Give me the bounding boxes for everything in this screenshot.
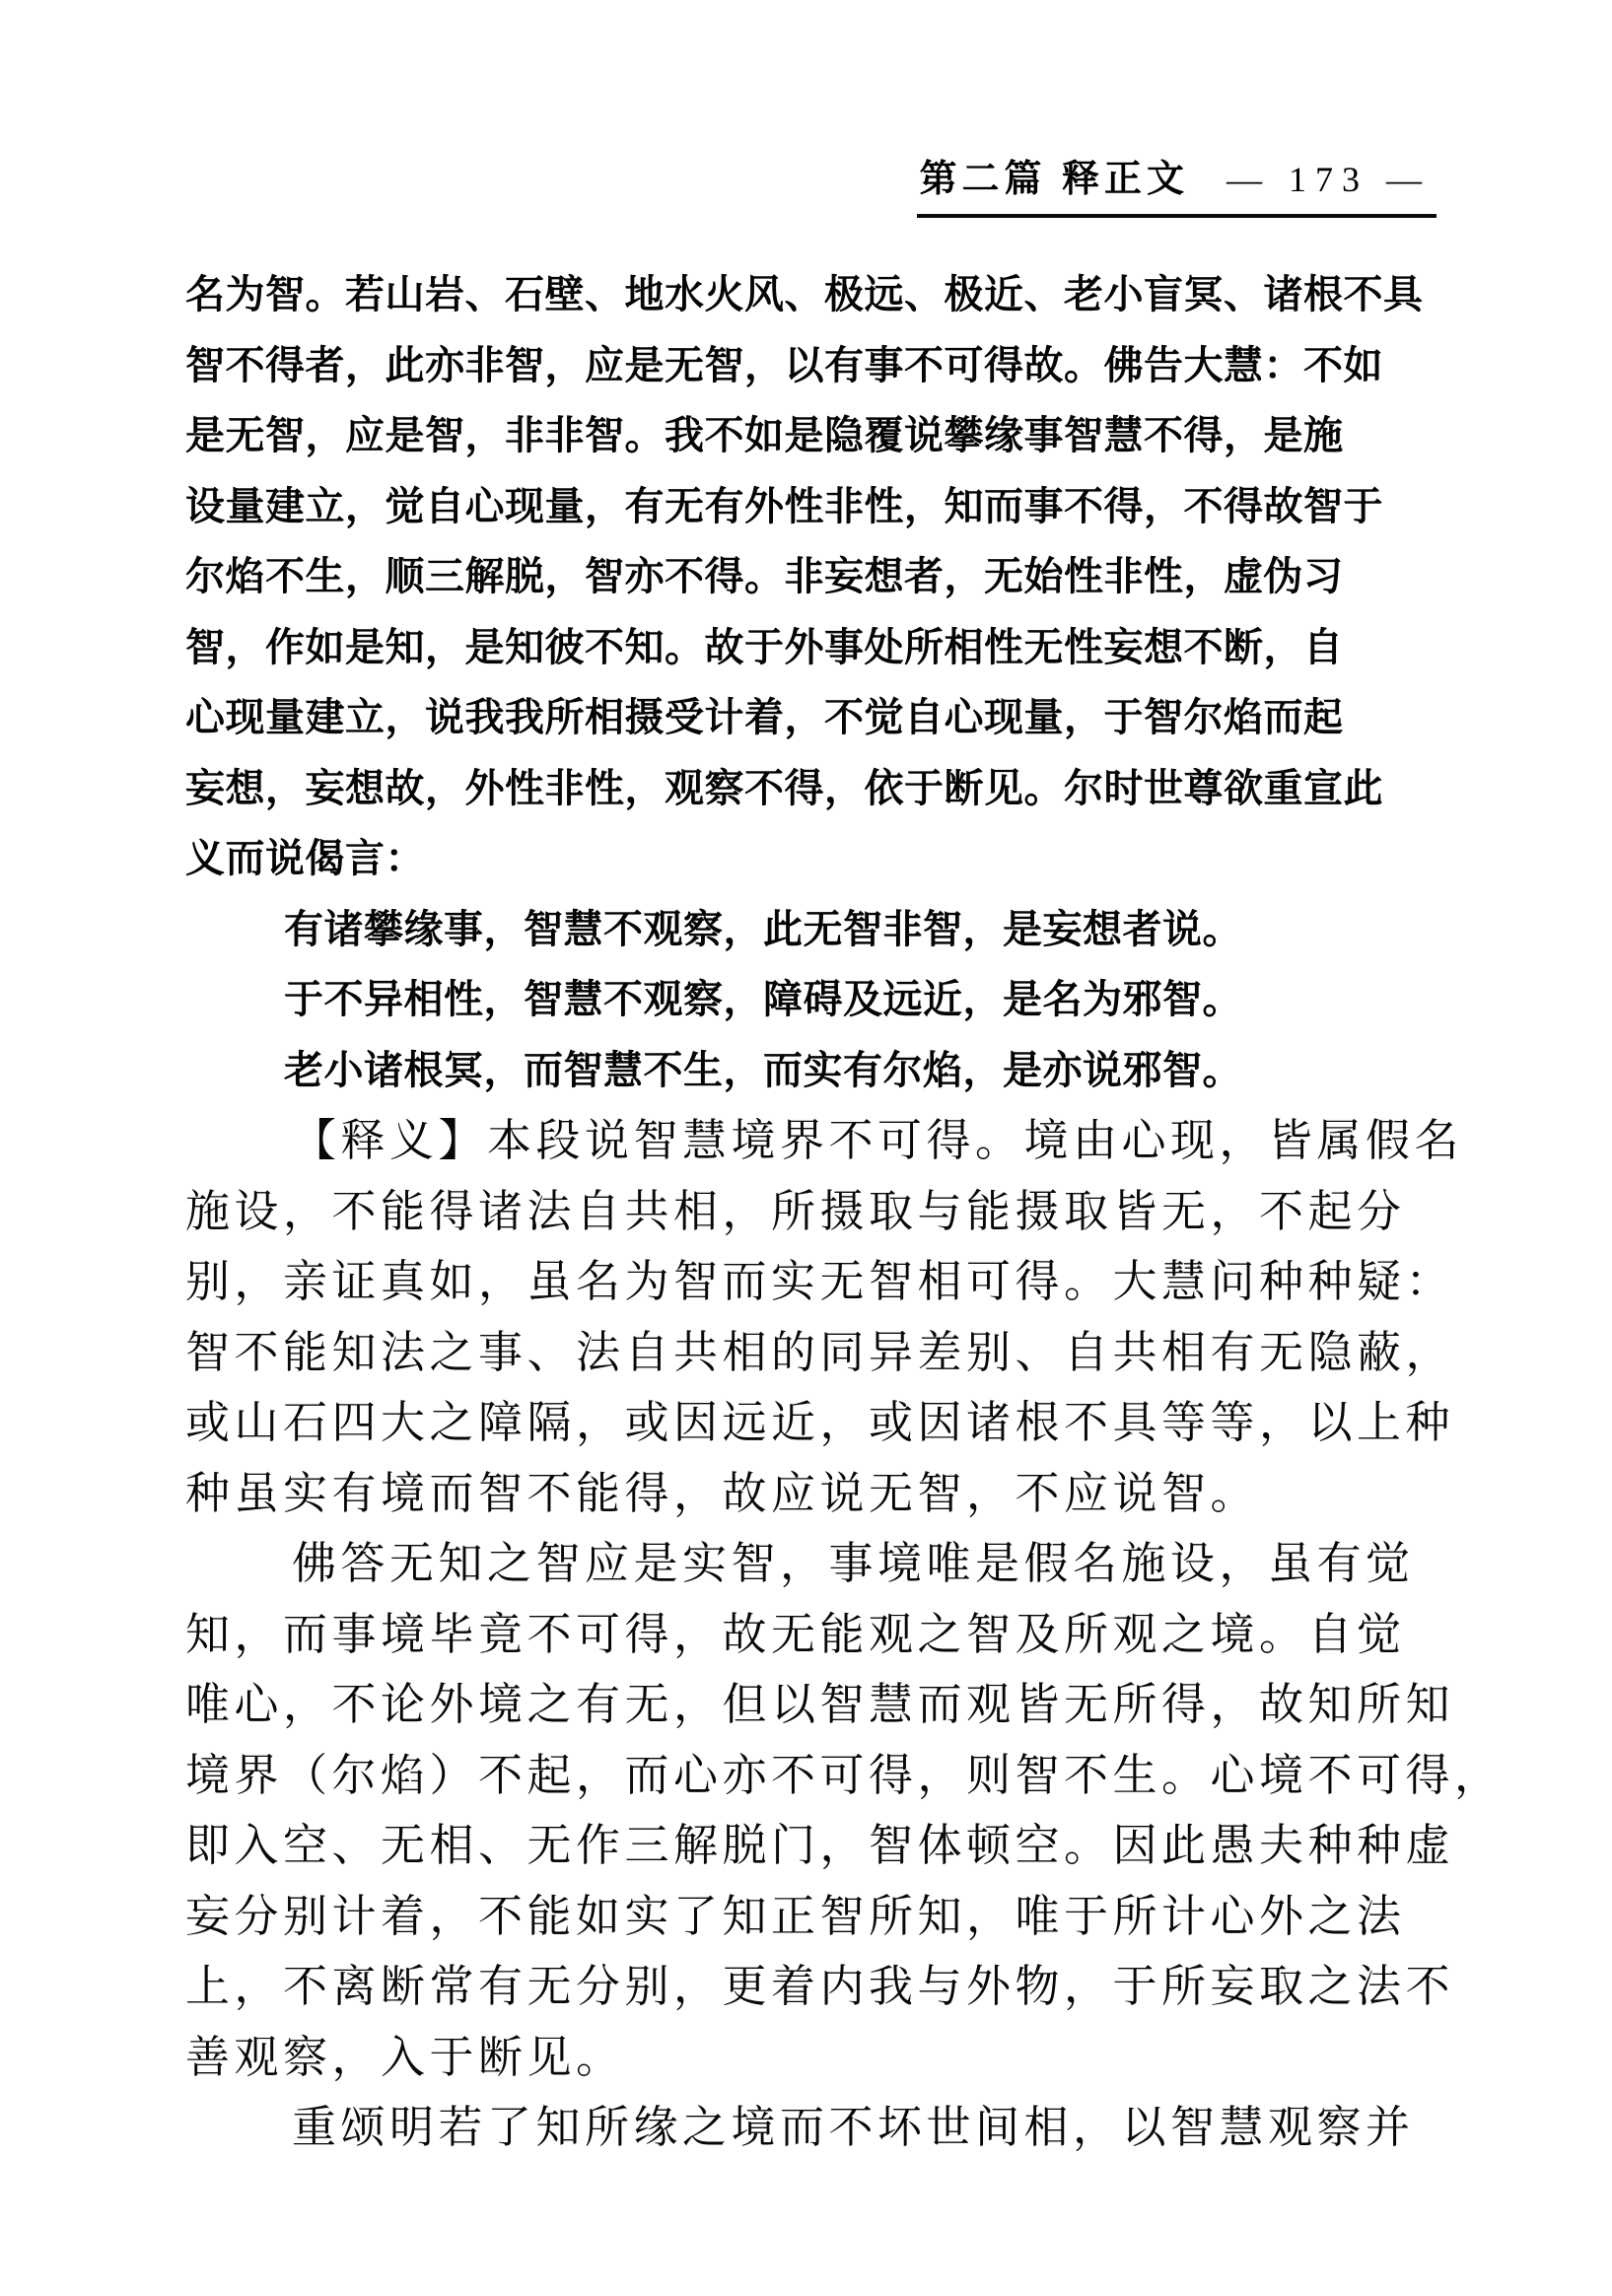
text-line: 施设，不能得诸法自共相，所摄取与能摄取皆无，不起分: [185, 1186, 1406, 1236]
text-body: [185, 260, 1504, 2164]
text-line: 即入空、无相、无作三解脱门，智体顿空。因此愚夫种种虚: [185, 1821, 1455, 1870]
text-line: 老小诸根冥，而智慧不生，而实有尔焰，是亦说邪智。: [284, 1048, 1242, 1092]
text-line: 种虽实有境而智不能得，故应说无智，不应说智。: [185, 1468, 1260, 1518]
commentary-paragraph-3: [185, 2093, 1447, 2164]
text-line: 善观察，入于断见。: [185, 2032, 625, 2082]
text-line: 上，不离断常有无分别，更着内我与外物，于所妄取之法不: [185, 1962, 1455, 2011]
text-line: 尔焰不生，顺三解脱，智亦不得。非妄想者，无始性非性，虚伪习: [185, 555, 1344, 598]
text-line: 于不异相性，智慧不观察，障碍及远近，是名为邪智。: [284, 978, 1242, 1021]
text-line: 【释义】本段说智慧境界不可得。境由心现，皆属假名: [292, 1116, 1464, 1165]
text-line: 智，作如是知，是知彼不知。故于外事处所相性无性妄想不断，自: [185, 625, 1344, 669]
running-header: [917, 148, 1437, 218]
text-line: 境界（尔焰）不起，而心亦不可得，则智不生。心境不可得，: [185, 1750, 1504, 1800]
text-line: 别，亲证真如，虽名为智而实无智相可得。大慧问种种疑：: [185, 1257, 1455, 1306]
text-line: 唯心，不论外境之有无，但以智慧而观皆无所得，故知所知: [185, 1680, 1455, 1729]
text-line: 知，而事境毕竟不可得，故无能观之智及所观之境。自觉: [185, 1609, 1406, 1659]
text-line: 智不能知法之事、法自共相的同异差别、自共相有无隐蔽，: [185, 1327, 1455, 1377]
text-line: 名为智。若山岩、石壁、地水火风、极远、极近、老小盲冥、诸根不具: [185, 273, 1424, 316]
text-line: 义而说偈言：: [185, 837, 425, 880]
commentary-paragraph-1: [185, 1106, 1464, 1529]
text-line: 佛答无知之智应是实智，事境唯是假名施设，虽有觉: [292, 1539, 1415, 1588]
text-line: 或山石四大之障隔，或因远近，或因诸根不具等等，以上种: [185, 1398, 1455, 1447]
scripture-quote: [185, 260, 1447, 895]
text-line: 是无智，应是智，非非智。我不如是隐覆说攀缘事智慧不得，是施: [185, 414, 1344, 457]
text-line: 心现量建立，说我我所相摄受计着，不觉自心现量，于智尔焰而起: [185, 696, 1344, 739]
text-line: 妄想，妄想故，外性非性，观察不得，依于断见。尔时世尊欲重宣此: [185, 766, 1383, 810]
page-number: — 173 —: [1227, 160, 1431, 199]
verse-block: [185, 895, 1447, 1107]
text-line: 妄分别计着，不能如实了知正智所知，唯于所计心外之法: [185, 1891, 1406, 1941]
text-line: 重颂明若了知所缘之境而不坏世间相，以智慧观察并: [292, 2103, 1415, 2152]
text-line: 智不得者，此亦非智，应是无智，以有事不可得故。佛告大慧：不如: [185, 343, 1383, 387]
commentary-paragraph-2: [185, 1529, 1504, 2093]
text-line: 设量建立，觉自心现量，有无有外性非性，知而事不得，不得故智于: [185, 484, 1383, 528]
section-title: 第二篇 释正文: [919, 159, 1189, 200]
text-line: 有诸攀缘事，智慧不观察，此无智非智，是妄想者说。: [284, 907, 1242, 951]
